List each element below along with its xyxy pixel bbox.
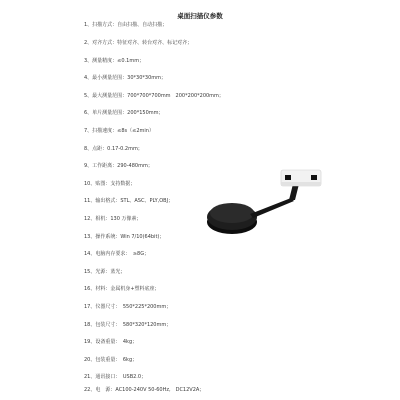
spec-item-14: 14、电脑内存要求： ≥8G； [84, 251, 150, 257]
scanner-camera-left [285, 175, 291, 180]
spec-item-20: 20、包装重量： 6kg； [84, 357, 138, 363]
spec-item-4: 4、最小测量范围：30*30*30mm； [84, 75, 167, 81]
spec-item-22: 22、电 源：AC100-240V 50-60Hz, DC12V2A； [84, 387, 205, 393]
spec-item-9: 9、工作距离：290-480mm； [84, 163, 153, 169]
desktop-scanner-image [196, 160, 326, 240]
spec-item-17: 17、仪器尺寸： 550*225*200mm； [84, 304, 172, 310]
spec-item-16: 16、材料：金属机身+塑料底座； [84, 286, 160, 292]
spec-item-5: 5、最大测量范围：700*700*700mm 200*200*200mm； [84, 93, 224, 99]
turntable-top [210, 203, 254, 223]
spec-item-10: 10、贴图：支持数据； [84, 181, 136, 187]
scanner-arm [250, 198, 294, 218]
scanner-head-edge [281, 182, 321, 186]
spec-item-15: 15、光源：蓝光； [84, 269, 126, 275]
spec-item-18: 18、包装尺寸： 580*320*120mm； [84, 322, 172, 328]
spec-item-7: 7、扫描速度：≤8s（≤2min） [84, 128, 154, 134]
spec-item-2: 2、对齐方式：特征对齐、转台对齐、标记对齐； [84, 40, 193, 46]
spec-item-21: 21、通讯接口： USB2.0； [84, 374, 147, 380]
page-title: 桌面扫描仪参数 [177, 12, 223, 20]
spec-item-8: 8、点距：0.17-0.2mm； [84, 146, 143, 152]
spec-item-1: 1、扫描方式：自由扫描、自动扫描； [84, 22, 168, 28]
spec-item-12: 12、相机：130 万像素； [84, 216, 142, 222]
spec-item-19: 19、设备重量： 4kg； [84, 339, 138, 345]
spec-item-6: 6、单片测量范围：200*150mm； [84, 110, 164, 116]
spec-item-11: 11、输出格式：STL、ASC、PLY,OBJ； [84, 198, 174, 204]
spec-item-13: 13、操作系统：Win 7/10(64bit)； [84, 234, 165, 240]
scanner-camera-right [311, 175, 317, 180]
spec-item-3: 3、测量精度：≤0.1mm； [84, 58, 145, 64]
